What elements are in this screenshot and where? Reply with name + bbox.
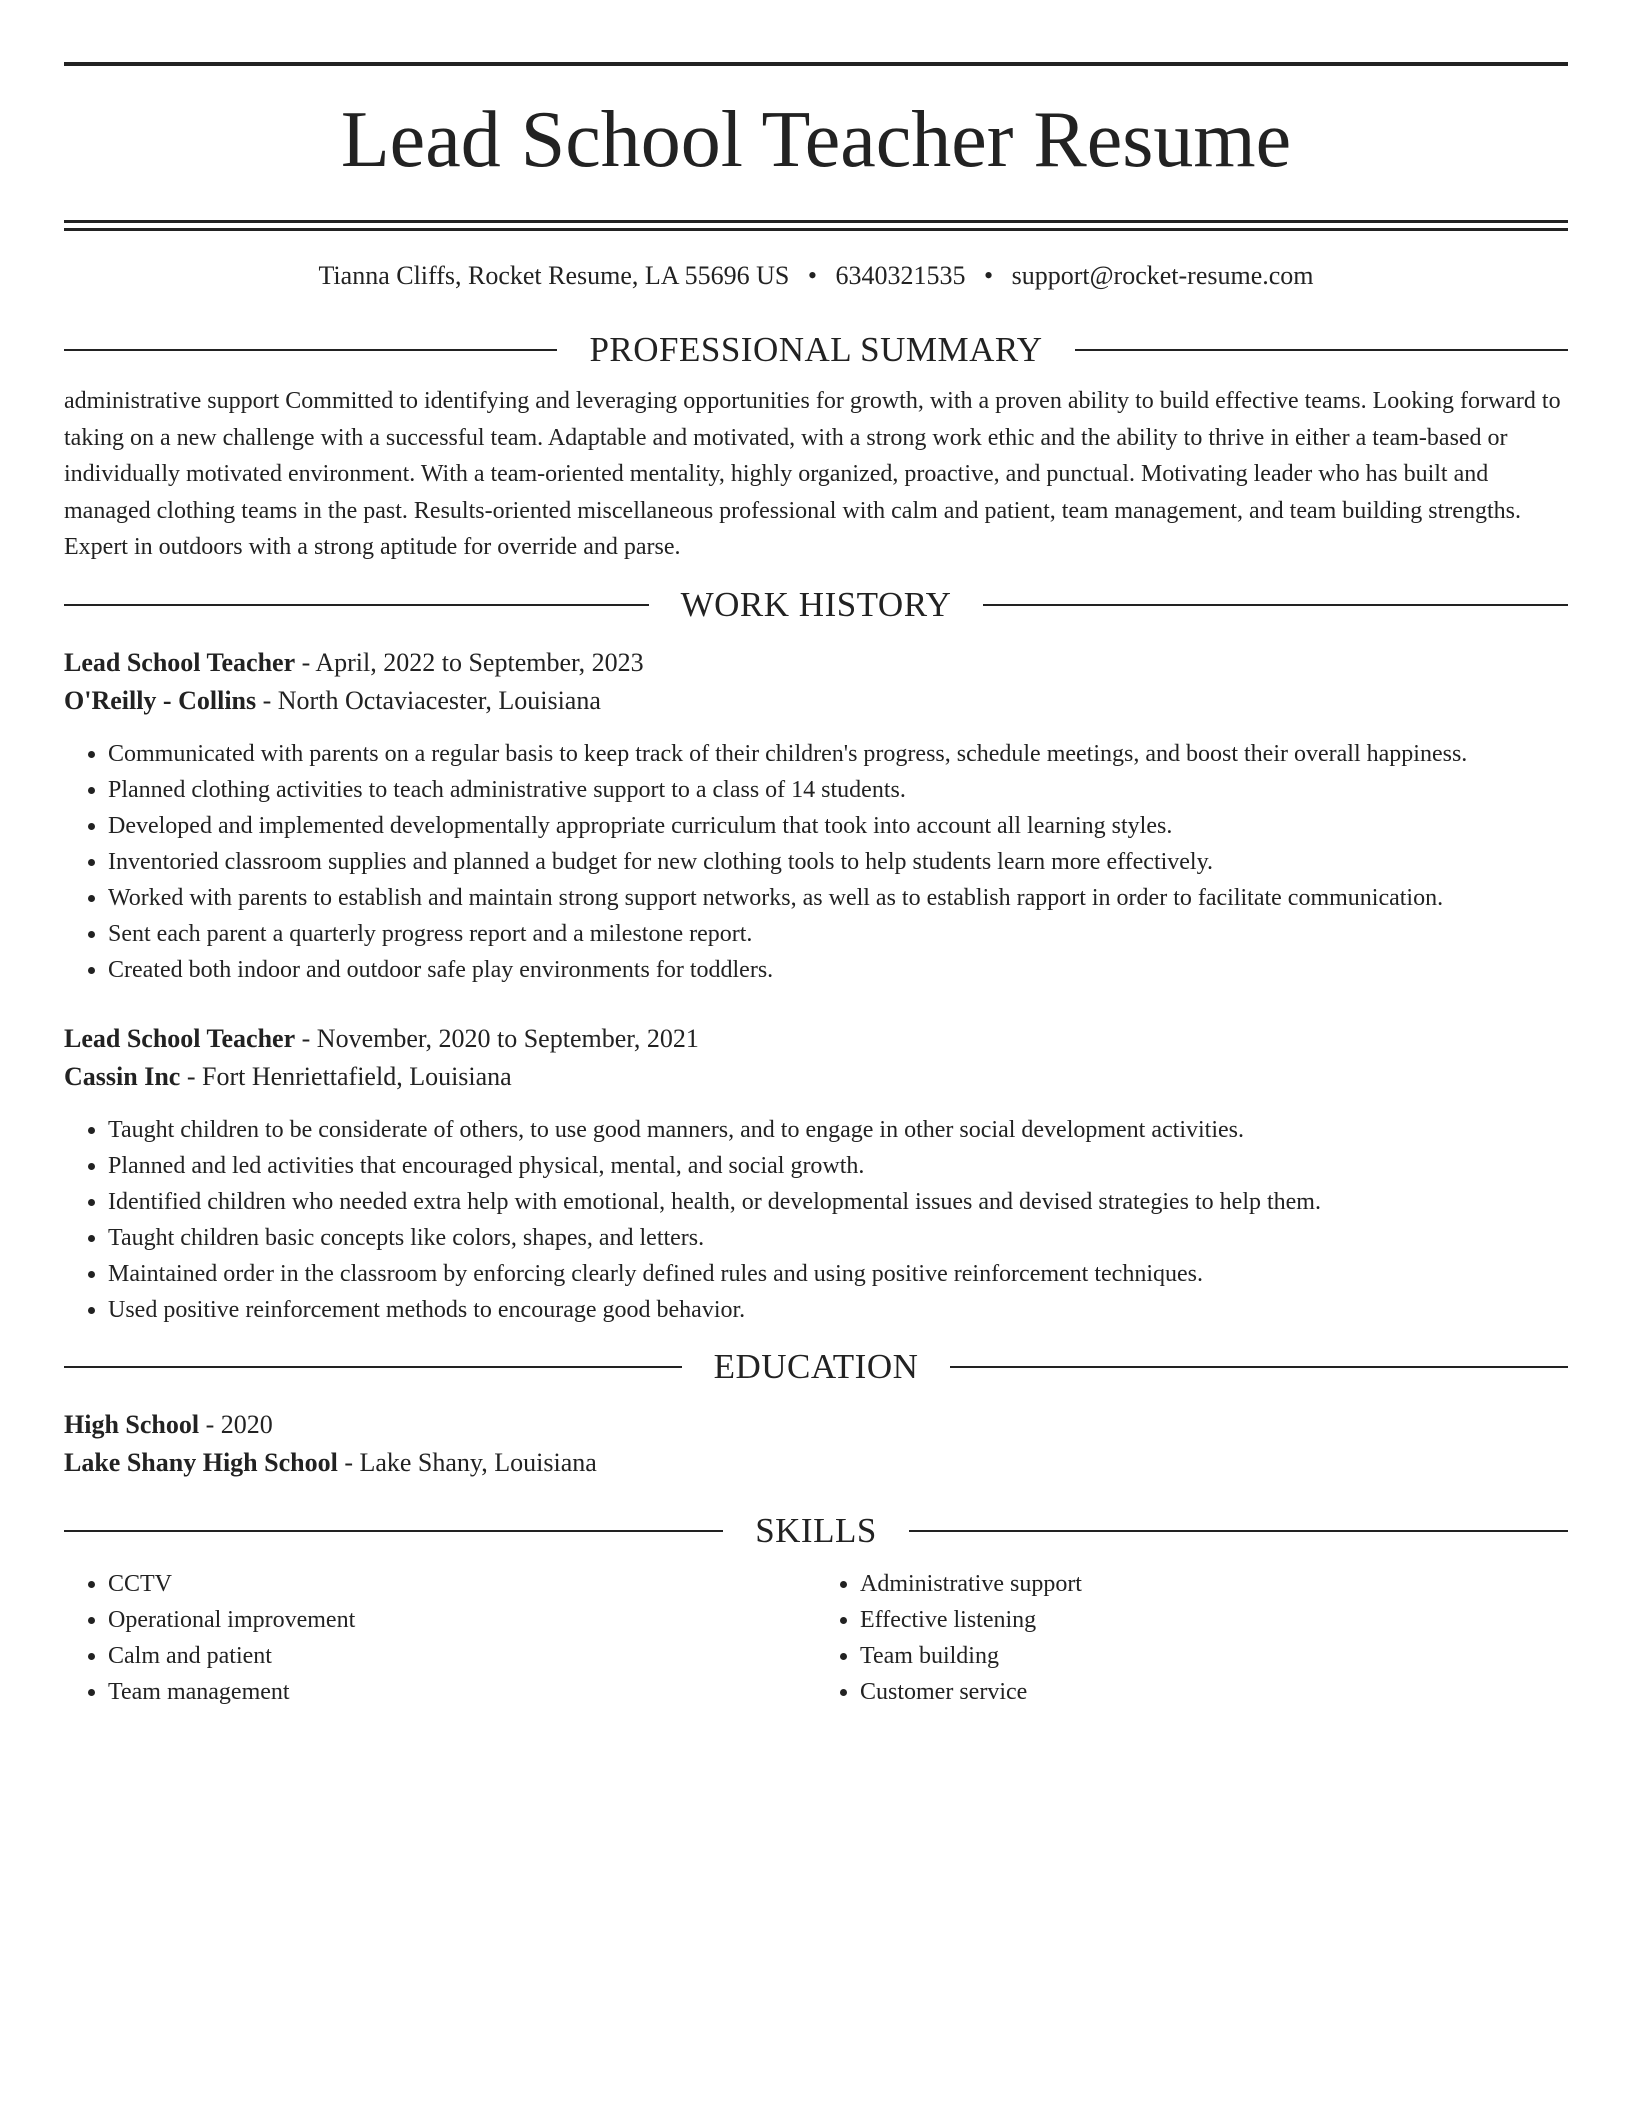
list-item: • Inventoried classroom supplies and planned a budget for new clothing tools to help students learn more effectively. bbox=[108, 844, 1568, 880]
job-company-line bbox=[64, 682, 1568, 720]
list-item: • Maintained order in the classroom by enforcing clearly defined rules and using positive reinforcement techniques. bbox=[108, 1256, 1568, 1292]
list-item: • Developed and implemented developmentally appropriate curriculum that took into account all learning styles. bbox=[108, 808, 1568, 844]
job-title: Lead School Teacher bbox=[64, 1023, 296, 1053]
list-item: • Created both indoor and outdoor safe play environments for toddlers. bbox=[108, 952, 1568, 988]
section-rule bbox=[1075, 349, 1568, 351]
list-item: • Planned and led activities that encouraged physical, mental, and social growth. bbox=[108, 1148, 1568, 1184]
education-degree-line bbox=[64, 1406, 1568, 1444]
education-year: - 2020 bbox=[199, 1409, 273, 1439]
section-rule bbox=[64, 349, 557, 351]
section-header-summary bbox=[64, 325, 1568, 375]
section-rule bbox=[64, 1530, 723, 1532]
education-entry bbox=[64, 1406, 1568, 1482]
section-rule bbox=[64, 604, 649, 606]
skill-item: • Administrative support bbox=[860, 1566, 1568, 1602]
summary-text: administrative support Committed to identifying and leveraging opportunities for growth, with a proven ability to build effective teams. Looking forward to taking on a new challenge with a successful team. Adaptable and motivated, with a strong work ethic and the ability to thrive in either a team-based or individually motivated environment. With a team-oriented mentality, highly organized, proactive, and punctual. Motivating leader who has built and managed clothing teams in the past. Results-oriented miscellaneous professional with calm and patient, team management, and team building strengths. Expert in outdoors with a strong aptitude for override and parse. bbox=[64, 388, 1561, 560]
section-title-work: WORK HISTORY bbox=[680, 584, 952, 624]
job-title: Lead School Teacher bbox=[64, 647, 296, 677]
job-dates: - April, 2022 to September, 2023 bbox=[295, 647, 644, 677]
skill-item: • CCTV bbox=[108, 1566, 816, 1602]
skill-item: • Customer service bbox=[860, 1674, 1568, 1710]
education-school-line bbox=[64, 1444, 1568, 1482]
contact-address: Tianna Cliffs, Rocket Resume, LA 55696 US bbox=[318, 261, 790, 290]
section-rule bbox=[64, 1366, 682, 1368]
education-degree: High School bbox=[64, 1409, 200, 1439]
contact-separator: • bbox=[983, 261, 994, 290]
job-company: O'Reilly - Collins bbox=[64, 685, 257, 715]
skills-column-left bbox=[64, 1566, 816, 1710]
section-header-work bbox=[64, 580, 1568, 630]
skills-list bbox=[64, 1566, 1568, 1710]
section-title-summary: PROFESSIONAL SUMMARY bbox=[589, 330, 1043, 369]
skill-item: • Team building bbox=[860, 1638, 1568, 1674]
job-title-line bbox=[64, 1020, 1568, 1058]
job-company: Cassin Inc bbox=[64, 1061, 181, 1091]
contact-email: support@rocket-resume.com bbox=[1011, 261, 1314, 290]
job-location: - Fort Henriettafield, Louisiana bbox=[180, 1061, 512, 1091]
section-rule bbox=[909, 1530, 1568, 1532]
list-item: • Planned clothing activities to teach administrative support to a class of 14 students. bbox=[108, 772, 1568, 808]
education-school: Lake Shany High School bbox=[64, 1447, 338, 1477]
education-location: - Lake Shany, Louisiana bbox=[337, 1447, 597, 1477]
job-entry bbox=[64, 1020, 1568, 1328]
job-bullets bbox=[64, 1112, 1568, 1328]
section-title-skills: SKILLS bbox=[755, 1510, 877, 1550]
contact-line bbox=[64, 261, 1568, 297]
list-item: • Identified children who needed extra help with emotional, health, or developmental issues and devised strategies to help them. bbox=[108, 1184, 1568, 1220]
section-rule bbox=[950, 1366, 1568, 1368]
skill-item: • Effective listening bbox=[860, 1602, 1568, 1638]
list-item: • Sent each parent a quarterly progress report and a milestone report. bbox=[108, 916, 1568, 952]
list-item: • Taught children to be considerate of others, to use good manners, and to engage in other social development activities. bbox=[108, 1112, 1568, 1148]
list-item: • Used positive reinforcement methods to encourage good behavior. bbox=[108, 1292, 1568, 1328]
list-item: • Taught children basic concepts like colors, shapes, and letters. bbox=[108, 1220, 1568, 1256]
job-dates: - November, 2020 to September, 2021 bbox=[295, 1023, 699, 1053]
section-header-education bbox=[64, 1342, 1568, 1392]
job-entry bbox=[64, 644, 1568, 988]
contact-separator: • bbox=[807, 261, 817, 290]
skill-item: • Calm and patient bbox=[108, 1638, 816, 1674]
job-company-line bbox=[64, 1058, 1568, 1096]
section-title-education: EDUCATION bbox=[713, 1346, 919, 1386]
section-header-skills bbox=[64, 1506, 1568, 1556]
skills-column-right bbox=[816, 1566, 1568, 1710]
top-rule bbox=[64, 62, 1568, 66]
job-title-line bbox=[64, 644, 1568, 682]
page-title: Lead School Teacher Resume bbox=[340, 96, 1292, 184]
job-bullets bbox=[64, 736, 1568, 988]
job-location: - North Octaviacester, Louisiana bbox=[256, 685, 601, 715]
skill-item: • Operational improvement bbox=[108, 1602, 816, 1638]
section-rule bbox=[983, 604, 1568, 606]
list-item: • Worked with parents to establish and maintain strong support networks, as well as to establish rapport in order to facilitate communication. bbox=[108, 880, 1568, 916]
contact-phone: 6340321535 bbox=[835, 261, 966, 290]
list-item: • Communicated with parents on a regular basis to keep track of their children's progress, schedule meetings, and boost their overall happiness. bbox=[108, 736, 1568, 772]
double-rule bbox=[64, 220, 1568, 223]
skill-item: • Team management bbox=[108, 1674, 816, 1710]
